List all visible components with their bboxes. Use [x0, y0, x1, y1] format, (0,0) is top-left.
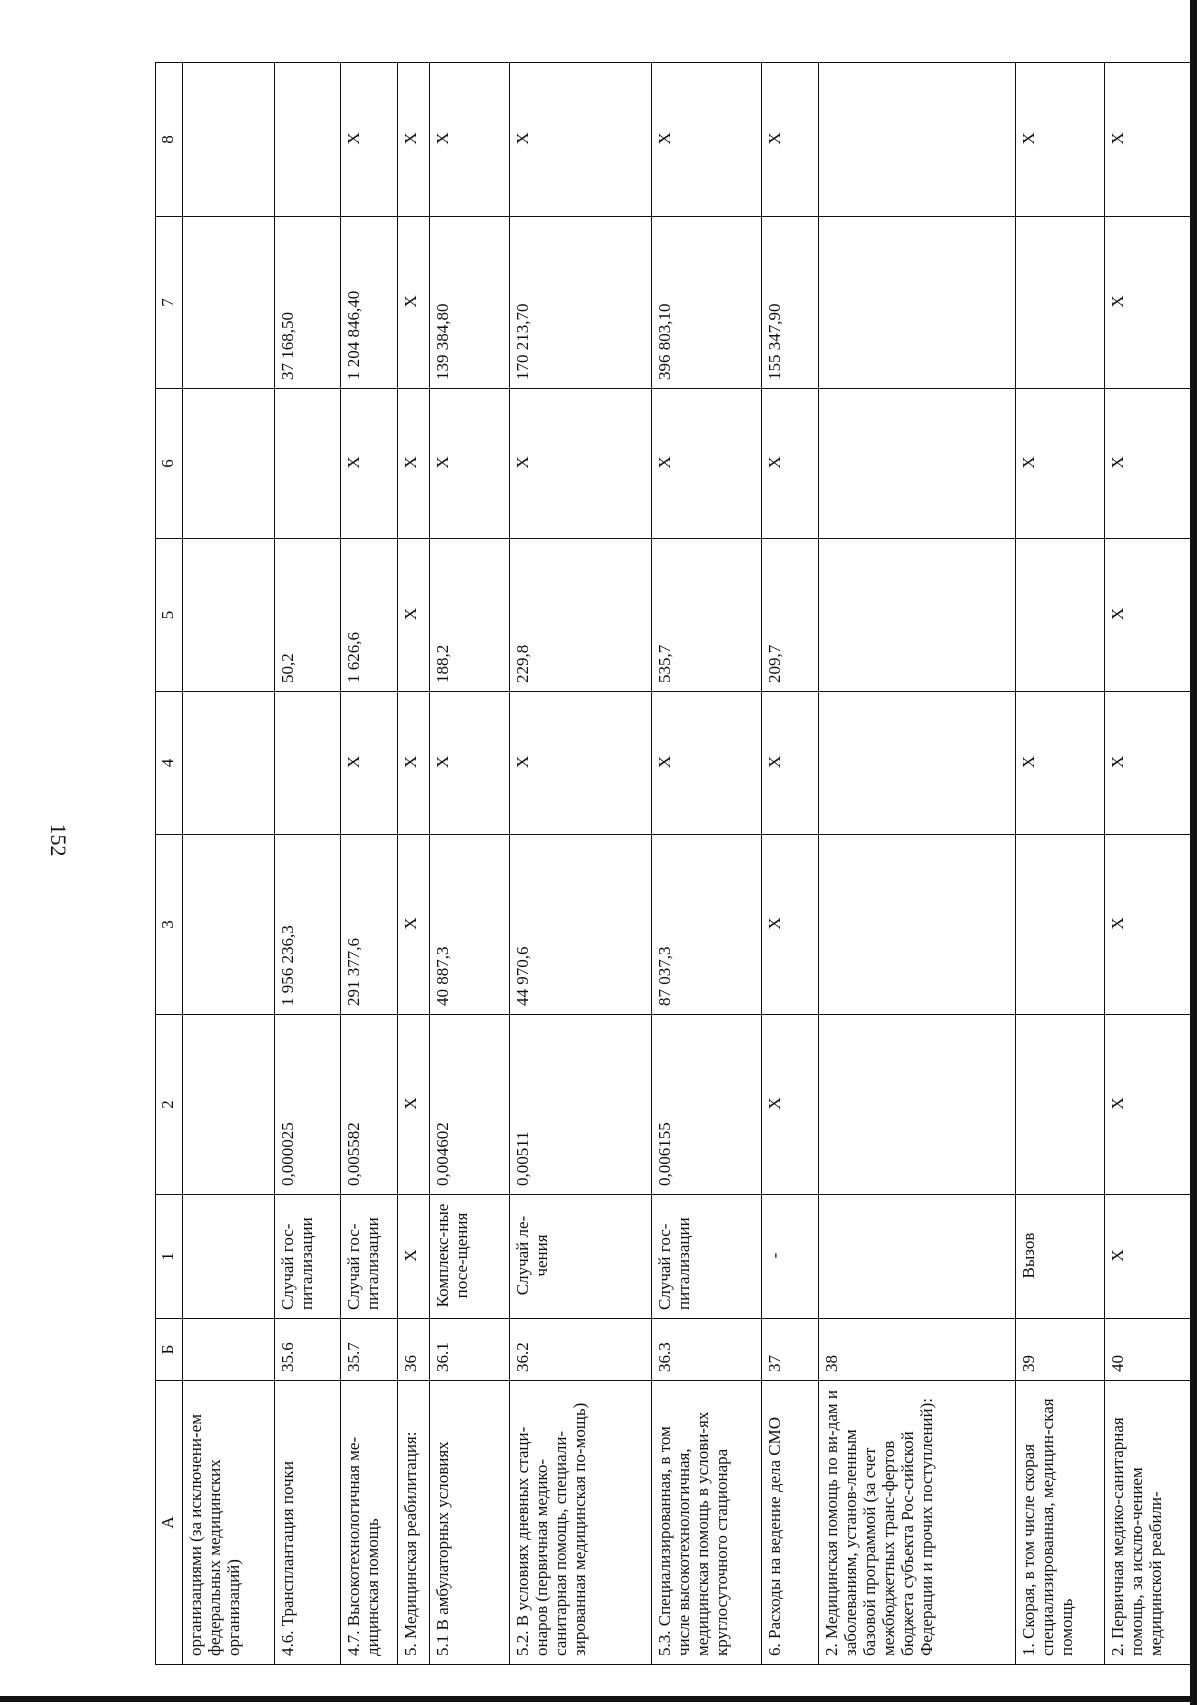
cell-unit: Случай гос-питализации [652, 1195, 762, 1319]
cell-col4: Х [1105, 692, 1197, 835]
cell-col2 [1016, 1015, 1105, 1195]
cell-col6: Х [652, 389, 762, 539]
column-header: 8 [156, 63, 183, 217]
cell-col6 [183, 389, 275, 539]
cell-col7: 37 168,50 [274, 217, 340, 389]
cell-col2: Х [1105, 1015, 1197, 1195]
column-header: Б [156, 1319, 183, 1381]
row-label: 1. Скорая, в том числе скорая специализированная, медицин-ская помощь [1016, 1381, 1105, 1665]
cell-col2: 0,004602 [430, 1015, 510, 1195]
cell-col5 [819, 539, 1016, 692]
cell-col5: 209,7 [762, 539, 819, 692]
row-code: 36.1 [430, 1319, 510, 1381]
cell-col8: Х [398, 63, 430, 217]
row-label: 5. Медицинская реабилитация: [398, 1381, 430, 1665]
table-row [183, 63, 275, 1665]
column-header: 4 [156, 692, 183, 835]
cell-unit: Случай гос-питализации [274, 1195, 340, 1319]
cell-col8 [183, 63, 275, 217]
cell-col8: Х [652, 63, 762, 217]
cell-col5: 50,2 [274, 539, 340, 692]
cell-col3 [1016, 835, 1105, 1015]
cell-unit [819, 1195, 1016, 1319]
cell-col7 [1016, 217, 1105, 389]
header-row [156, 63, 183, 1665]
cell-col5 [183, 539, 275, 692]
rotated-table-container [155, 63, 1197, 1665]
cell-col4 [183, 692, 275, 835]
table-row [274, 63, 340, 1665]
cell-col4 [274, 692, 340, 835]
cell-col7: 396 803,10 [652, 217, 762, 389]
cell-col5: 229,8 [510, 539, 652, 692]
cell-col6: Х [510, 389, 652, 539]
table-row [652, 63, 762, 1665]
cell-unit [183, 1195, 275, 1319]
row-label: 4.7. Высокотехнологичная ме-дицинская помощь [340, 1381, 397, 1665]
table-row [1016, 63, 1105, 1665]
cell-col4: Х [652, 692, 762, 835]
row-label: 5.1 В амбулаторных условиях [430, 1381, 510, 1665]
column-header: 6 [156, 389, 183, 539]
cell-col2: 0,000025 [274, 1015, 340, 1195]
cell-col5: 1 626,6 [340, 539, 397, 692]
table-row [1105, 63, 1197, 1665]
cell-col3: 87 037,3 [652, 835, 762, 1015]
cell-unit: Случай ле-чения [510, 1195, 652, 1319]
table-row [398, 63, 430, 1665]
row-label: 4.6. Трансплантация почки [274, 1381, 340, 1665]
table-row [510, 63, 652, 1665]
cell-col6 [274, 389, 340, 539]
cell-col3: 44 970,6 [510, 835, 652, 1015]
row-code: 37 [762, 1319, 819, 1381]
data-table [155, 62, 1197, 1665]
cell-col8 [819, 63, 1016, 217]
table-row [819, 63, 1016, 1665]
cell-col3: Х [762, 835, 819, 1015]
cell-col2: 0,006155 [652, 1015, 762, 1195]
cell-col4 [819, 692, 1016, 835]
cell-col6: Х [762, 389, 819, 539]
cell-col6 [819, 389, 1016, 539]
row-code: 35.6 [274, 1319, 340, 1381]
row-label: 5.2. В условиях дневных стаци-онаров (первичная медико-санитарная помощь, специали-зированная медицинская по-мощь) [510, 1381, 652, 1665]
column-header: 3 [156, 835, 183, 1015]
cell-col6: Х [430, 389, 510, 539]
cell-unit: Х [398, 1195, 430, 1319]
row-code: 36.2 [510, 1319, 652, 1381]
cell-col8: Х [430, 63, 510, 217]
cell-col7: 170 213,70 [510, 217, 652, 389]
row-label: 6. Расходы на ведение дела СМО [762, 1381, 819, 1665]
cell-col8 [274, 63, 340, 217]
row-label: 5.3. Специализированная, в том числе высокотехнологичная, медицинская помощь в услови-ях круглосуточного стационара [652, 1381, 762, 1665]
column-header: 5 [156, 539, 183, 692]
cell-col7 [819, 217, 1016, 389]
table-row [762, 63, 819, 1665]
cell-unit: Комплекс-ные посе-щения [430, 1195, 510, 1319]
row-code: 35.7 [340, 1319, 397, 1381]
row-code: 40 [1105, 1319, 1197, 1381]
table-row [430, 63, 510, 1665]
column-header: 1 [156, 1195, 183, 1319]
cell-col2: Х [398, 1015, 430, 1195]
cell-col5: 188,2 [430, 539, 510, 692]
cell-unit: Х [1105, 1195, 1197, 1319]
cell-col3: Х [1105, 835, 1197, 1015]
cell-col8: Х [762, 63, 819, 217]
cell-col2: 0,00511 [510, 1015, 652, 1195]
cell-col7: Х [398, 217, 430, 389]
cell-col3 [819, 835, 1016, 1015]
cell-col8: Х [510, 63, 652, 217]
column-header: 2 [156, 1015, 183, 1195]
cell-col5 [1016, 539, 1105, 692]
row-code: 36 [398, 1319, 430, 1381]
scan-border-bottom [0, 1696, 1197, 1702]
cell-col8: Х [340, 63, 397, 217]
cell-col3 [183, 835, 275, 1015]
row-label: 2. Первичная медико-санитарная помощь, за исклю-чением медицинской реабили- [1105, 1381, 1197, 1665]
cell-col7: Х [1105, 217, 1197, 389]
cell-col4: Х [340, 692, 397, 835]
cell-col7: 139 384,80 [430, 217, 510, 389]
page-number: 152 [46, 823, 71, 857]
table-row [340, 63, 397, 1665]
cell-col2: 0,005582 [340, 1015, 397, 1195]
cell-col3: 291 377,6 [340, 835, 397, 1015]
cell-col5: Х [398, 539, 430, 692]
row-code: 39 [1016, 1319, 1105, 1381]
cell-col4: Х [430, 692, 510, 835]
cell-col6: Х [1016, 389, 1105, 539]
cell-col7: 1 204 846,40 [340, 217, 397, 389]
cell-col4: Х [1016, 692, 1105, 835]
cell-col4: Х [398, 692, 430, 835]
cell-col2 [819, 1015, 1016, 1195]
cell-col3: Х [398, 835, 430, 1015]
cell-col5: Х [1105, 539, 1197, 692]
cell-col6: Х [398, 389, 430, 539]
cell-unit: Случай гос-питализации [340, 1195, 397, 1319]
cell-col6: Х [1105, 389, 1197, 539]
cell-col2 [183, 1015, 275, 1195]
row-code [183, 1319, 275, 1381]
cell-col2: Х [762, 1015, 819, 1195]
cell-col3: 40 887,3 [430, 835, 510, 1015]
row-label: 2. Медицинская помощь по ви-дам и заболеваниям, установ-ленным базовой программой (за счет межбюджетных транс-фертов бюджета субъекта Рос-сийской Федерации и прочих поступлений): [819, 1381, 1016, 1665]
cell-col4: Х [510, 692, 652, 835]
cell-col8: Х [1105, 63, 1197, 217]
cell-col4: Х [762, 692, 819, 835]
row-code: 36.3 [652, 1319, 762, 1381]
cell-col7 [183, 217, 275, 389]
cell-unit: - [762, 1195, 819, 1319]
cell-col8: Х [1016, 63, 1105, 217]
cell-col3: 1 956 236,3 [274, 835, 340, 1015]
row-code: 38 [819, 1319, 1016, 1381]
column-header: 7 [156, 217, 183, 389]
cell-unit: Вызов [1016, 1195, 1105, 1319]
column-header: А [156, 1381, 183, 1665]
cell-col6: Х [340, 389, 397, 539]
row-label: организациями (за исключени-ем федеральных медицинских организаций) [183, 1381, 275, 1665]
cell-col7: 155 347,90 [762, 217, 819, 389]
cell-col5: 535,7 [652, 539, 762, 692]
